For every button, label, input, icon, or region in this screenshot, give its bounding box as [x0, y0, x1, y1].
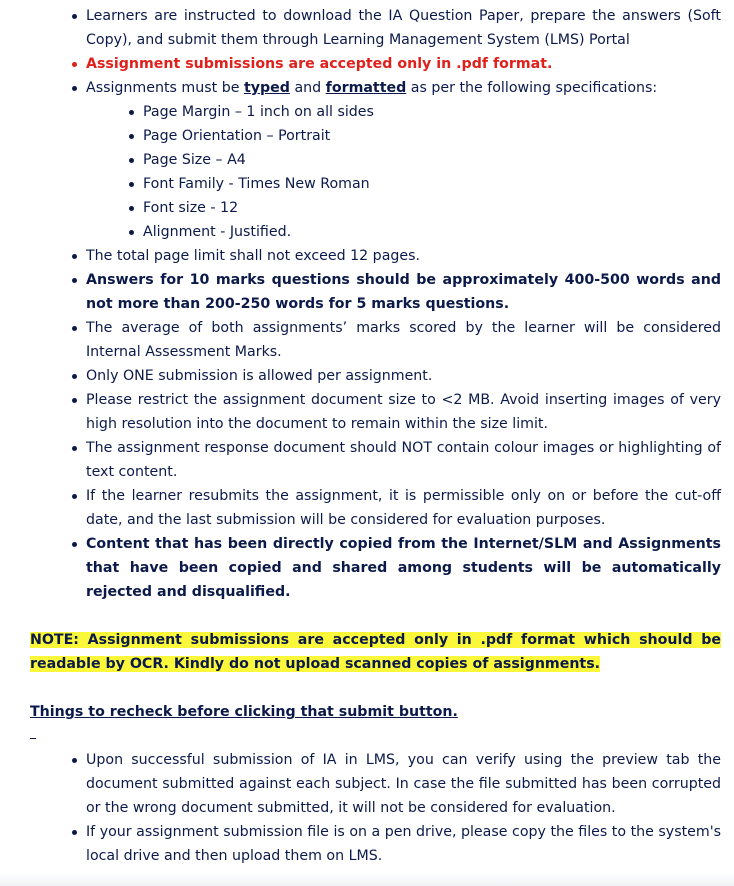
divider-mark	[30, 738, 36, 739]
note-highlight: NOTE: Assignment submissions are accepted only in .pdf format which should be readable by OCR. Kindly do not upload scanned copies of assignments.	[30, 632, 721, 672]
spec-alignment: Alignment - Justified.	[143, 220, 721, 244]
list-item-pen-drive: If your assignment submission file is on a pen drive, please copy the files to the system's local drive and then upload them on LMS.	[86, 820, 721, 868]
spec-font-size: Font size - 12	[143, 196, 721, 220]
list-item-pdf-only: Assignment submissions are accepted only in .pdf format.	[86, 52, 721, 76]
things-to-recheck-heading: Things to recheck before clicking that submit button.	[30, 704, 458, 720]
spec-page-size: Page Size – A4	[143, 148, 721, 172]
list-item-resubmission: If the learner resubmits the assignment, it is permissible only on or before the cut-off date, and the last submission will be considered for evaluation purposes.	[86, 484, 721, 532]
specifications-list	[143, 100, 721, 244]
recheck-list	[0, 748, 734, 868]
formatted-text: formatted	[325, 80, 407, 96]
format-prefix: Assignments must be	[86, 80, 244, 96]
list-item-average-marks: The average of both assignments’ marks scored by the learner will be considered Internal Assessment Marks.	[86, 316, 721, 364]
spec-font-family: Font Family - Times New Roman	[143, 172, 721, 196]
list-item-no-colour: The assignment response document should NOT contain colour images or highlighting of text content.	[86, 436, 721, 484]
note-paragraph	[30, 628, 721, 676]
instructions-page	[0, 4, 734, 868]
list-item-page-limit: The total page limit shall not exceed 12 pages.	[86, 244, 721, 268]
list-item: Learners are instructed to download the IA Question Paper, prepare the answers (Soft Copy), and submit them through Learning Management System (LMS) Portal	[86, 4, 721, 52]
list-item-one-submission: Only ONE submission is allowed per assignment.	[86, 364, 721, 388]
spec-page-orientation: Page Orientation – Portrait	[143, 124, 721, 148]
instructions-list	[0, 4, 734, 604]
list-item-plagiarism: Content that has been directly copied from the Internet/SLM and Assignments that have been copied and shared among students will be automatically rejected and disqualified.	[86, 532, 721, 604]
format-and: and	[289, 80, 326, 96]
spec-page-margin: Page Margin – 1 inch on all sides	[143, 100, 721, 124]
format-suffix: as per the following specifications:	[406, 80, 658, 96]
list-item-word-limit: Answers for 10 marks questions should be approximately 400-500 words and not more than 200-250 words for 5 marks questions.	[86, 268, 721, 316]
bottom-fade	[0, 872, 734, 886]
list-item-file-size: Please restrict the assignment document size to <2 MB. Avoid inserting images of very high resolution into the document to remain within the size limit.	[86, 388, 721, 436]
list-item-preview: Upon successful submission of IA in LMS, you can verify using the preview tab the document submitted against each subject. In case the file submitted has been corrupted or the wrong document submitted, it will not be considered for evaluation.	[86, 748, 721, 820]
list-item-format-spec	[86, 76, 721, 244]
typed-text: typed	[243, 80, 290, 96]
